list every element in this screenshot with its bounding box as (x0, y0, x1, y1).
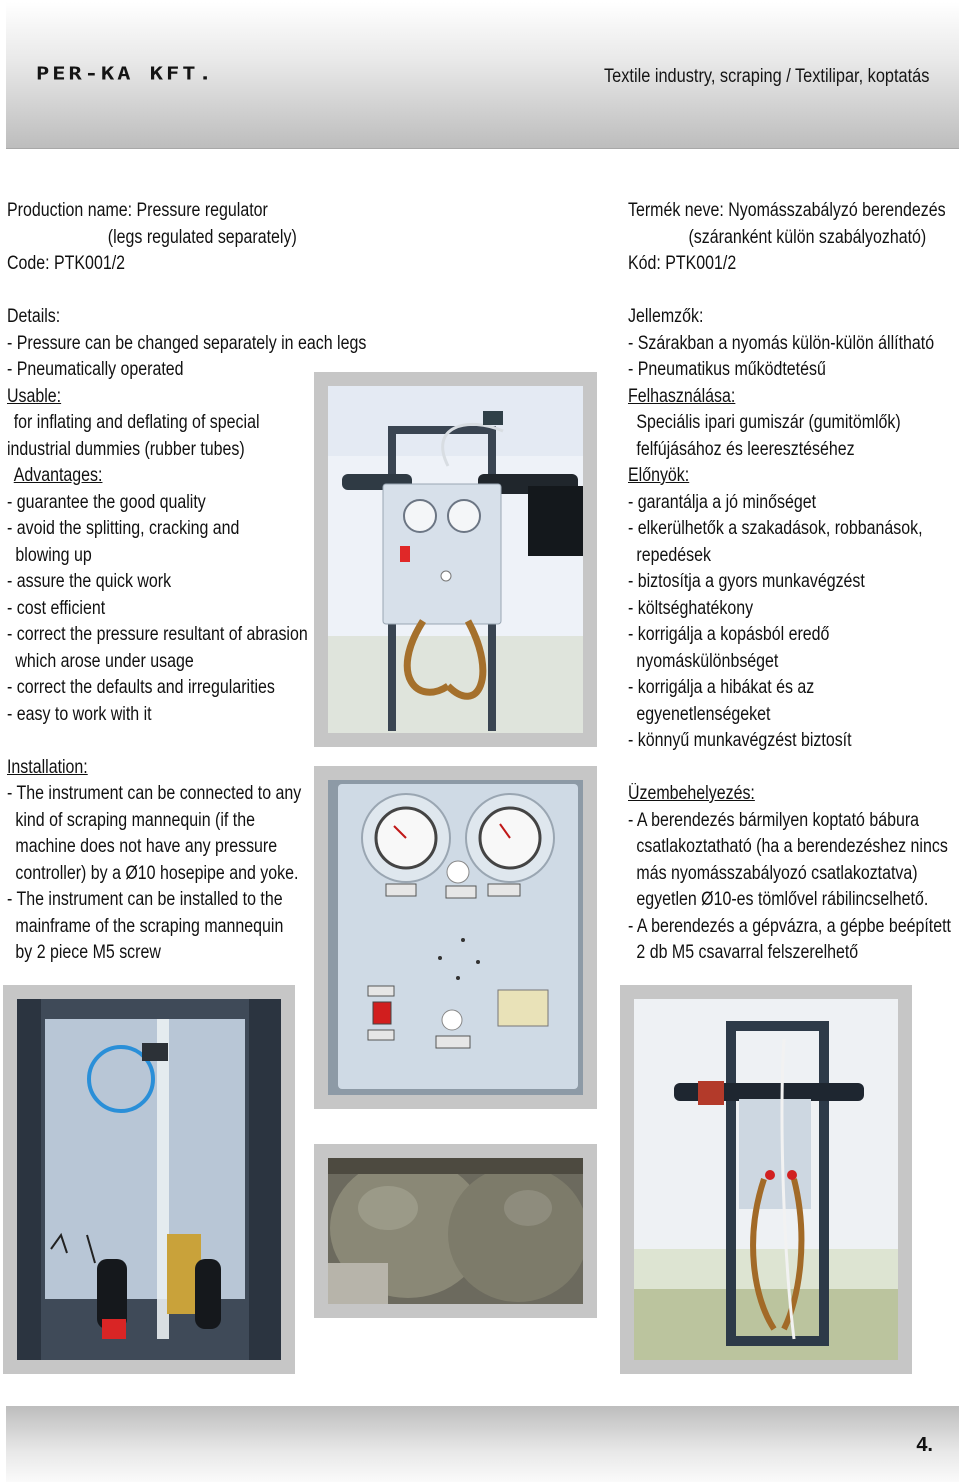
text-line: Installation: (7, 756, 88, 778)
text-line: - Szárakban a nyomás külön-külön állítható (628, 332, 935, 354)
frame-front-image (634, 999, 898, 1360)
text-line: Jellemzők: (628, 306, 704, 327)
regulator-frame-image (328, 386, 583, 733)
text-line: - Pressure can be changed separately in each legs (7, 332, 367, 354)
spacer (7, 278, 435, 305)
text-line: mainframe of the scraping mannequin (15, 915, 284, 937)
text-line: machine does not have any pressure (15, 836, 278, 857)
text-line: csatlakoztatható (ha a berendezéshez nincs (636, 836, 948, 857)
text-line: - korrigálja a kopásból eredő (628, 624, 830, 645)
text-line: by 2 piece M5 screw (15, 942, 161, 963)
text-line: Üzembehelyezés: (628, 783, 755, 804)
photo-control-panel (314, 766, 597, 1109)
text-line: which arose under usage (15, 650, 194, 672)
text-line: - correct the pressure resultant of abrasion (7, 624, 308, 645)
company-logo: PER-KA KFT. (36, 64, 215, 85)
text-line: repedések (636, 544, 711, 566)
text-line: Production name: Pressure regulator (7, 200, 268, 221)
text-line: Kód: PTK001/2 (628, 253, 737, 274)
text-line: industrial dummies (rubber tubes) (7, 438, 245, 460)
text-line: felfújásához és leeresztéséhez (636, 438, 855, 460)
text-line: (legs regulated separately) (107, 226, 297, 248)
text-line: blowing up (15, 544, 92, 566)
text-line: egyenetlenségeket (636, 703, 771, 725)
text-line: kind of scraping mannequin (if the (15, 809, 255, 831)
text-line: - korrigálja a hibákat és az (628, 677, 815, 698)
text-line: for inflating and deflating of special (13, 412, 260, 433)
text-line: controller) by a Ø10 hosepipe and yoke. (15, 862, 299, 884)
text-line: Felhasználása: (628, 385, 736, 407)
spacer (628, 278, 960, 305)
photo-regulator-frame (314, 372, 597, 747)
text-line: Termék neve: Nyomásszabályzó berendezés (628, 200, 946, 221)
text-line: Usable: (7, 385, 62, 407)
text-line: - elkerülhetők a szakadások, robbanások, (628, 518, 923, 539)
photo-back-hoses (3, 985, 295, 1374)
text-line: (száranként külön szabályozható) (688, 226, 927, 248)
text-line: 2 db M5 csavarral felszerelhető (636, 942, 859, 963)
hungarian-text-column (628, 198, 960, 967)
text-line: - assure the quick work (7, 571, 172, 592)
text-line: Details: (7, 306, 61, 327)
text-line: nyomáskülönbséget (636, 650, 779, 672)
text-line: - garantálja a jó minőséget (628, 491, 817, 513)
text-line: egyetlen Ø10-es tömlővel rábilincselhető. (636, 889, 929, 910)
text-line: Advantages: (13, 465, 103, 486)
header-tagline: Textile industry, scraping / Textilipar, koptatás (603, 66, 929, 87)
text-line: - The instrument can be installed to the (7, 889, 283, 910)
text-line: - Pneumatikus működtetésű (628, 359, 826, 380)
page-footer (6, 1406, 959, 1482)
text-line: - cost efficient (7, 597, 106, 619)
text-line: - könnyű munkavégzést biztosít (628, 730, 852, 751)
text-line: Előnyök: (628, 465, 690, 486)
text-line: - The instrument can be connected to any (7, 783, 302, 804)
photo-frame-front (620, 985, 912, 1374)
spacer (628, 755, 960, 782)
back-hoses-image (17, 999, 281, 1360)
text-line: - A berendezés a gépvázra, a gépbe beépített (628, 915, 951, 937)
photo-inflated-dummies (314, 1144, 597, 1318)
control-panel-image (328, 780, 583, 1095)
text-line: Speciális ipari gumiszár (gumitömlők) (636, 412, 901, 433)
inflated-dummies-image (328, 1158, 583, 1304)
page-header (6, 2, 959, 149)
text-line: - biztosítja a gyors munkavégzést (628, 571, 865, 592)
text-line: Code: PTK001/2 (7, 253, 126, 274)
text-line: - Pneumatically operated (7, 359, 184, 380)
page-number: 4. (916, 1434, 933, 1456)
text-line: - avoid the splitting, cracking and (7, 518, 240, 539)
text-line: - guarantee the good quality (7, 491, 206, 513)
text-line: - correct the defaults and irregularities (7, 677, 275, 698)
text-line: más nyomásszabályozó csatlakoztatva) (636, 862, 918, 884)
text-line: - költséghatékony (628, 597, 754, 619)
text-line: - easy to work with it (7, 703, 152, 725)
text-line: - A berendezés bármilyen koptató bábura (628, 809, 920, 831)
